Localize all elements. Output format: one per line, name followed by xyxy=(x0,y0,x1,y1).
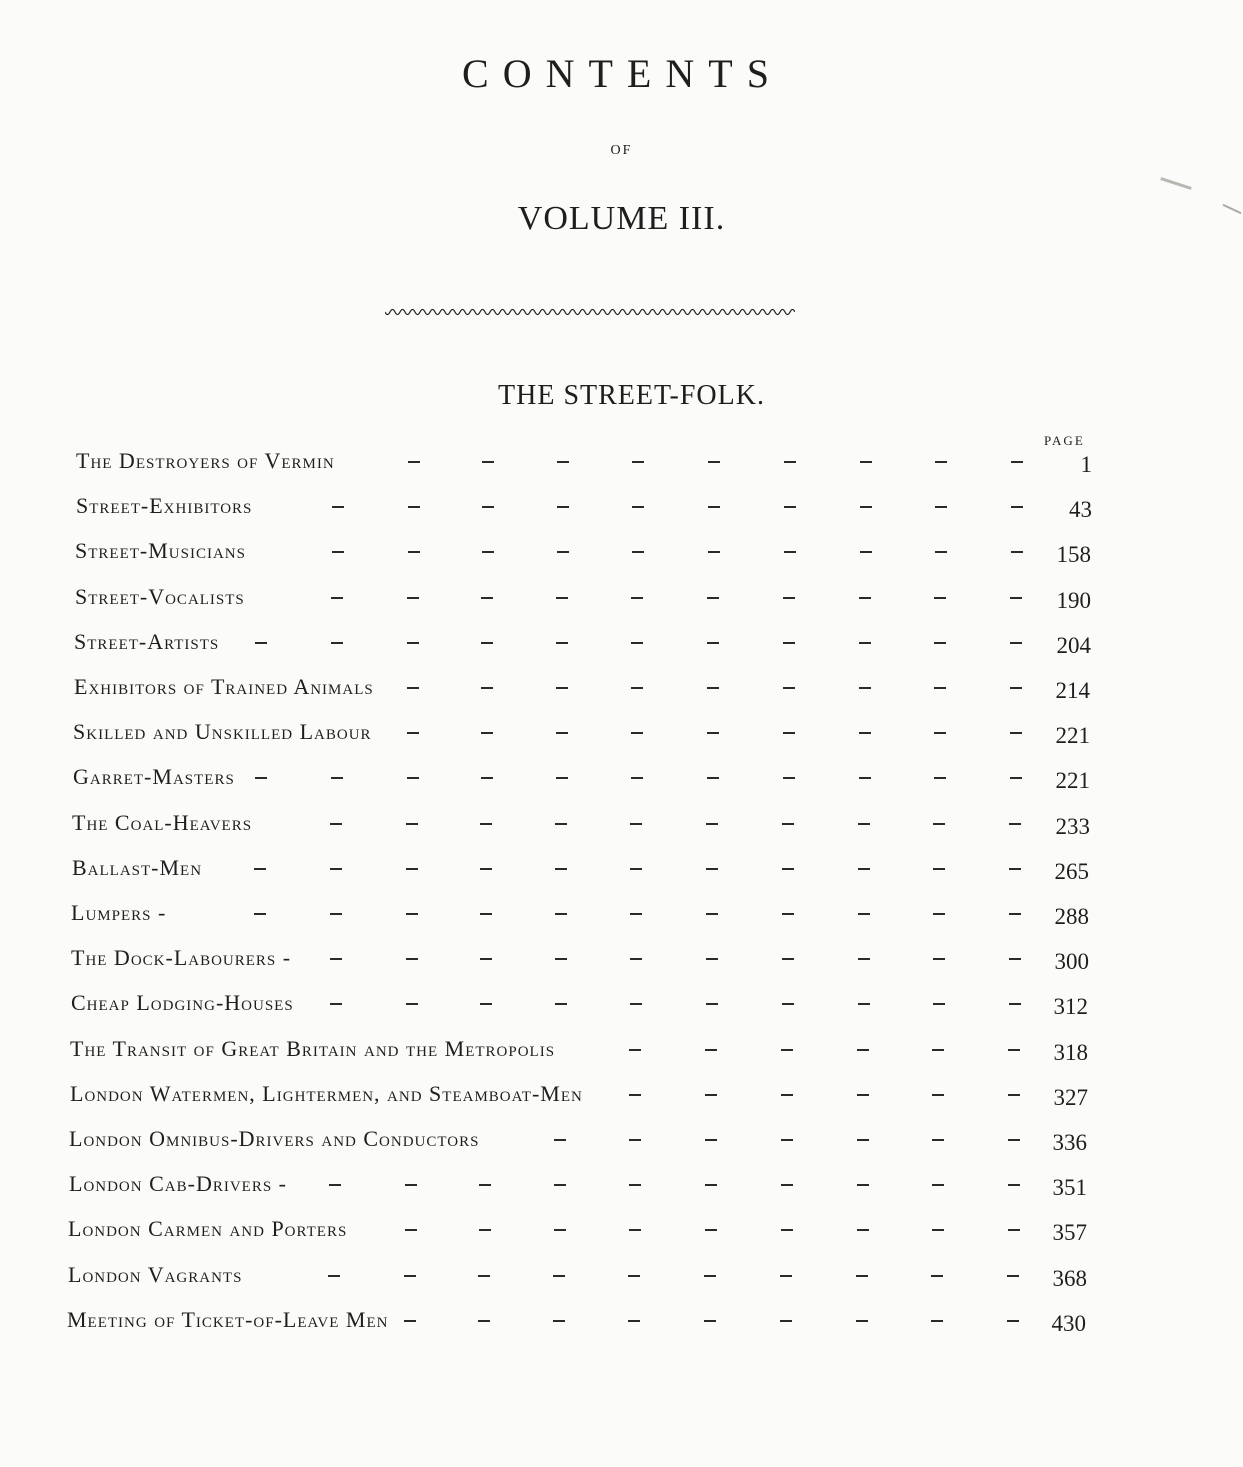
toc-entry-page: 204 xyxy=(1056,632,1091,658)
leader-dash xyxy=(1009,868,1021,870)
toc-entry-title: Ballast-Men xyxy=(72,854,203,880)
leader-dash xyxy=(628,1275,640,1277)
leader-dash xyxy=(1008,1139,1020,1141)
toc-entry-title: Garret-Masters xyxy=(73,764,235,790)
leader-dash xyxy=(781,1049,793,1051)
leader-dash xyxy=(706,913,718,915)
leader-dash xyxy=(407,732,419,734)
leader-dash xyxy=(555,1003,567,1005)
leader-dash xyxy=(631,732,643,734)
leader-dash xyxy=(553,1275,565,1277)
leader-dash xyxy=(780,1320,792,1322)
leader-dash xyxy=(406,868,418,870)
leader-dash xyxy=(859,732,871,734)
leader-dash xyxy=(935,551,947,553)
leader-dash xyxy=(860,551,872,553)
leader-dash xyxy=(932,1049,944,1051)
leader-dash xyxy=(858,958,870,960)
toc-entry xyxy=(0,629,1243,669)
leader-dash xyxy=(481,597,493,599)
leader-dash xyxy=(857,1049,869,1051)
leader-dash xyxy=(478,1320,490,1322)
leader-dash xyxy=(1011,461,1023,463)
leader-dash xyxy=(629,1094,641,1096)
leader-dash xyxy=(1010,732,1022,734)
leader-dash xyxy=(630,958,642,960)
volume-title: VOLUME III. xyxy=(517,200,726,237)
leader-dash xyxy=(934,732,946,734)
toc-entry-title: Street-Musicians xyxy=(75,538,246,564)
leader-dash xyxy=(331,642,343,644)
leader-dash xyxy=(1007,1275,1019,1277)
leader-dash xyxy=(1009,958,1021,960)
toc-entry-page: 158 xyxy=(1056,542,1091,568)
leader-dash xyxy=(857,1094,869,1096)
leader-dash xyxy=(932,1229,944,1231)
leader-dash xyxy=(858,868,870,870)
toc-entry-page: 43 xyxy=(1069,497,1092,523)
leader-dash xyxy=(783,777,795,779)
leader-dash xyxy=(708,461,720,463)
leader-dash xyxy=(330,913,342,915)
toc-entry-title: London Carmen and Porters xyxy=(68,1216,348,1242)
leader-dash xyxy=(1008,1184,1020,1186)
toc-entry xyxy=(0,855,1243,895)
leader-dash xyxy=(480,958,492,960)
leader-dash xyxy=(782,958,794,960)
leader-dash xyxy=(1010,777,1022,779)
leader-dash xyxy=(859,777,871,779)
toc-entry-page: 357 xyxy=(1052,1220,1087,1246)
leader-dash xyxy=(631,642,643,644)
leader-dash xyxy=(629,1049,641,1051)
leader-dash xyxy=(555,913,567,915)
toc-entry-page: 288 xyxy=(1054,904,1089,929)
leader-dash xyxy=(554,1229,566,1231)
leader-dash xyxy=(932,1139,944,1141)
leader-dash xyxy=(784,506,796,508)
toc-entry xyxy=(0,900,1243,940)
leader-dash xyxy=(1008,1229,1020,1231)
leader-dash xyxy=(555,868,567,870)
toc-entry xyxy=(0,493,1243,533)
leader-dash xyxy=(332,506,344,508)
leader-dash xyxy=(330,958,342,960)
toc-entry-page: 265 xyxy=(1054,858,1089,884)
toc-entry-title: London Watermen, Lightermen, and Steamboat-Men xyxy=(70,1080,583,1106)
toc-entry-page: 190 xyxy=(1056,587,1091,613)
leader-dash xyxy=(254,868,266,870)
toc-entry xyxy=(0,764,1243,804)
leader-dash xyxy=(935,461,947,463)
leader-dash xyxy=(404,1320,416,1322)
leader-dash xyxy=(707,687,719,689)
leader-dash xyxy=(1011,551,1023,553)
leader-dash xyxy=(628,1320,640,1322)
leader-dash xyxy=(554,1184,566,1186)
leader-dash xyxy=(629,1139,641,1141)
leader-dash xyxy=(556,777,568,779)
leader-dash xyxy=(705,1139,717,1141)
toc-entry xyxy=(0,1216,1243,1256)
leader-dash xyxy=(406,913,418,915)
leader-dash xyxy=(630,913,642,915)
leader-dash xyxy=(706,868,718,870)
leader-dash xyxy=(631,687,643,689)
leader-dash xyxy=(629,1229,641,1231)
leader-dash xyxy=(857,1229,869,1231)
leader-dash xyxy=(931,1320,943,1322)
leader-dash xyxy=(858,823,870,825)
leader-dash xyxy=(480,913,492,915)
leader-dash xyxy=(631,777,643,779)
leader-dash xyxy=(481,642,493,644)
toc-entry xyxy=(0,1126,1243,1166)
leader-dash xyxy=(782,823,794,825)
leader-dash xyxy=(857,1184,869,1186)
leader-dash xyxy=(860,461,872,463)
leader-dash xyxy=(556,597,568,599)
toc-entry-page: 312 xyxy=(1053,994,1088,1020)
leader-dash xyxy=(557,506,569,508)
leader-dash xyxy=(630,1003,642,1005)
section-title: THE STREET-FOLK. xyxy=(498,380,765,411)
leader-dash xyxy=(859,687,871,689)
leader-dash xyxy=(408,461,420,463)
leader-dash xyxy=(931,1275,943,1277)
title-of: OF xyxy=(610,143,633,158)
leader-dash xyxy=(407,687,419,689)
leader-dash xyxy=(629,1184,641,1186)
toc-entry-page: 233 xyxy=(1055,813,1090,839)
toc-entry-page: 327 xyxy=(1053,1084,1088,1110)
leader-dash xyxy=(407,597,419,599)
leader-dash xyxy=(706,1003,718,1005)
leader-dash xyxy=(933,913,945,915)
leader-dash xyxy=(479,1184,491,1186)
leader-dash xyxy=(783,597,795,599)
leader-dash xyxy=(555,958,567,960)
leader-dash xyxy=(707,732,719,734)
leader-dash xyxy=(781,1139,793,1141)
toc-entry xyxy=(0,945,1243,985)
leader-dash xyxy=(480,1003,492,1005)
leader-dash xyxy=(1011,506,1023,508)
leader-dash xyxy=(1010,642,1022,644)
leader-dash xyxy=(1009,913,1021,915)
page-title: CONTENTS xyxy=(462,51,783,96)
toc-entry-title: The Dock-Labourers - xyxy=(71,945,292,971)
toc-entry-page: 221 xyxy=(1055,723,1090,749)
leader-dash xyxy=(479,1229,491,1231)
toc-entry-page: 336 xyxy=(1052,1130,1087,1155)
leader-dash xyxy=(860,506,872,508)
leader-dash xyxy=(407,777,419,779)
leader-dash xyxy=(631,597,643,599)
leader-dash xyxy=(934,642,946,644)
leader-dash xyxy=(707,597,719,599)
toc-entry-title: London Vagrants xyxy=(68,1261,243,1287)
leader-dash xyxy=(933,1003,945,1005)
leader-dash xyxy=(478,1275,490,1277)
toc-entry-page: 430 xyxy=(1051,1310,1086,1336)
leader-dash xyxy=(932,1184,944,1186)
toc-entry-title: London Omnibus-Drivers and Conductors xyxy=(69,1126,480,1151)
leader-dash xyxy=(330,1003,342,1005)
toc-entry xyxy=(0,1307,1243,1347)
leader-dash xyxy=(405,1184,417,1186)
leader-dash xyxy=(782,868,794,870)
leader-dash xyxy=(407,642,419,644)
leader-dash xyxy=(708,551,720,553)
leader-dash xyxy=(557,551,569,553)
leader-dash xyxy=(1009,1003,1021,1005)
leader-dash xyxy=(856,1320,868,1322)
leader-dash xyxy=(482,551,494,553)
leader-dash xyxy=(254,913,266,915)
leader-dash xyxy=(781,1184,793,1186)
leader-dash xyxy=(859,597,871,599)
leader-dash xyxy=(1009,823,1021,825)
leader-dash xyxy=(856,1275,868,1277)
toc-entry-title: The Coal-Heavers xyxy=(72,809,253,835)
leader-dash xyxy=(555,823,567,825)
leader-dash xyxy=(556,732,568,734)
leader-dash xyxy=(706,958,718,960)
leader-dash xyxy=(481,777,493,779)
leader-dash xyxy=(482,506,494,508)
toc-entry xyxy=(0,1036,1243,1076)
leader-dash xyxy=(705,1049,717,1051)
leader-dash xyxy=(706,823,718,825)
leader-dash xyxy=(408,551,420,553)
toc-entry-title: Exhibitors of Trained Animals xyxy=(74,674,374,699)
leader-dash xyxy=(933,958,945,960)
leader-dash xyxy=(858,913,870,915)
toc-entry-title: The Destroyers of Vermin xyxy=(76,448,335,473)
leader-dash xyxy=(406,958,418,960)
toc-entry-title: The Transit of Great Britain and the Metropolis xyxy=(70,1035,556,1061)
leader-dash xyxy=(331,597,343,599)
leader-dash xyxy=(481,687,493,689)
leader-dash xyxy=(782,1003,794,1005)
leader-dash xyxy=(632,461,644,463)
leader-dash xyxy=(1010,597,1022,599)
leader-dash xyxy=(934,687,946,689)
leader-dash xyxy=(255,642,267,644)
leader-dash xyxy=(932,1094,944,1096)
leader-dash xyxy=(1008,1094,1020,1096)
leader-dash xyxy=(859,642,871,644)
leader-dash xyxy=(480,868,492,870)
leader-dash xyxy=(406,823,418,825)
leader-dash xyxy=(1008,1049,1020,1051)
leader-dash xyxy=(332,551,344,553)
leader-dash xyxy=(857,1139,869,1141)
leader-dash xyxy=(705,1184,717,1186)
leader-dash xyxy=(933,823,945,825)
leader-dash xyxy=(630,823,642,825)
leader-dash xyxy=(330,823,342,825)
leader-dash xyxy=(405,1229,417,1231)
leader-dash xyxy=(408,506,420,508)
leader-dash xyxy=(632,551,644,553)
leader-dash xyxy=(1010,687,1022,689)
leader-dash xyxy=(480,823,492,825)
leader-dash xyxy=(783,642,795,644)
leader-dash xyxy=(784,461,796,463)
toc-entry xyxy=(0,810,1243,850)
toc-entry-title: Meeting of Ticket-of-Leave Men xyxy=(67,1306,389,1332)
toc-entry xyxy=(0,538,1243,578)
leader-dash xyxy=(406,1003,418,1005)
toc-entry xyxy=(0,584,1243,624)
leader-dash xyxy=(782,913,794,915)
leader-dash xyxy=(707,642,719,644)
toc-entry-title: Street-Vocalists xyxy=(75,583,245,609)
leader-dash xyxy=(630,868,642,870)
leader-dash xyxy=(481,732,493,734)
leader-dash xyxy=(781,1229,793,1231)
toc-entry-title: Street-Exhibitors xyxy=(76,493,253,519)
toc-entry xyxy=(0,990,1243,1030)
toc-entry-title: Lumpers - xyxy=(71,900,167,925)
toc-entry-page: 300 xyxy=(1054,949,1089,975)
leader-dash xyxy=(933,868,945,870)
leader-dash xyxy=(783,732,795,734)
leader-dash xyxy=(781,1094,793,1096)
page-column-header: PAGE xyxy=(1044,433,1085,448)
toc-entry-page: 368 xyxy=(1052,1265,1087,1291)
leader-dash xyxy=(780,1275,792,1277)
leader-dash xyxy=(632,506,644,508)
toc-entry-page: 214 xyxy=(1055,678,1090,703)
toc-entry-page: 318 xyxy=(1053,1039,1088,1065)
leader-dash xyxy=(553,1320,565,1322)
leader-dash xyxy=(705,1229,717,1231)
leader-dash xyxy=(331,777,343,779)
leader-dash xyxy=(708,506,720,508)
toc-entry xyxy=(0,1171,1243,1211)
toc-entry-page: 1 xyxy=(1080,452,1092,477)
leader-dash xyxy=(255,777,267,779)
leader-dash xyxy=(482,461,494,463)
toc-entry xyxy=(0,674,1243,714)
leader-dash xyxy=(556,687,568,689)
leader-dash xyxy=(1007,1320,1019,1322)
leader-dash xyxy=(783,687,795,689)
leader-dash xyxy=(858,1003,870,1005)
leader-dash xyxy=(329,1184,341,1186)
leader-dash xyxy=(404,1275,416,1277)
toc-entry-title: Cheap Lodging-Houses xyxy=(71,990,294,1016)
leader-dash xyxy=(705,1094,717,1096)
toc-entry-title: Street-Artists xyxy=(74,628,220,654)
toc-entry xyxy=(0,1081,1243,1121)
toc-entry xyxy=(0,448,1243,488)
toc-entry xyxy=(0,1262,1243,1302)
leader-dash xyxy=(934,777,946,779)
toc-entry-page: 351 xyxy=(1052,1175,1087,1201)
leader-dash xyxy=(328,1275,340,1277)
leader-dash xyxy=(704,1320,716,1322)
leader-dash xyxy=(556,642,568,644)
leader-dash xyxy=(704,1275,716,1277)
toc-entry-page: 221 xyxy=(1055,768,1090,794)
toc-entry-title: London Cab-Drivers - xyxy=(69,1171,287,1197)
leader-dash xyxy=(707,777,719,779)
leader-dash xyxy=(935,506,947,508)
toc-entry-title: Skilled and Unskilled Labour xyxy=(73,719,372,745)
leader-dash xyxy=(934,597,946,599)
leader-dash xyxy=(554,1139,566,1141)
leader-dash xyxy=(330,868,342,870)
toc-entry xyxy=(0,719,1243,759)
leader-dash xyxy=(557,461,569,463)
leader-dash xyxy=(784,551,796,553)
